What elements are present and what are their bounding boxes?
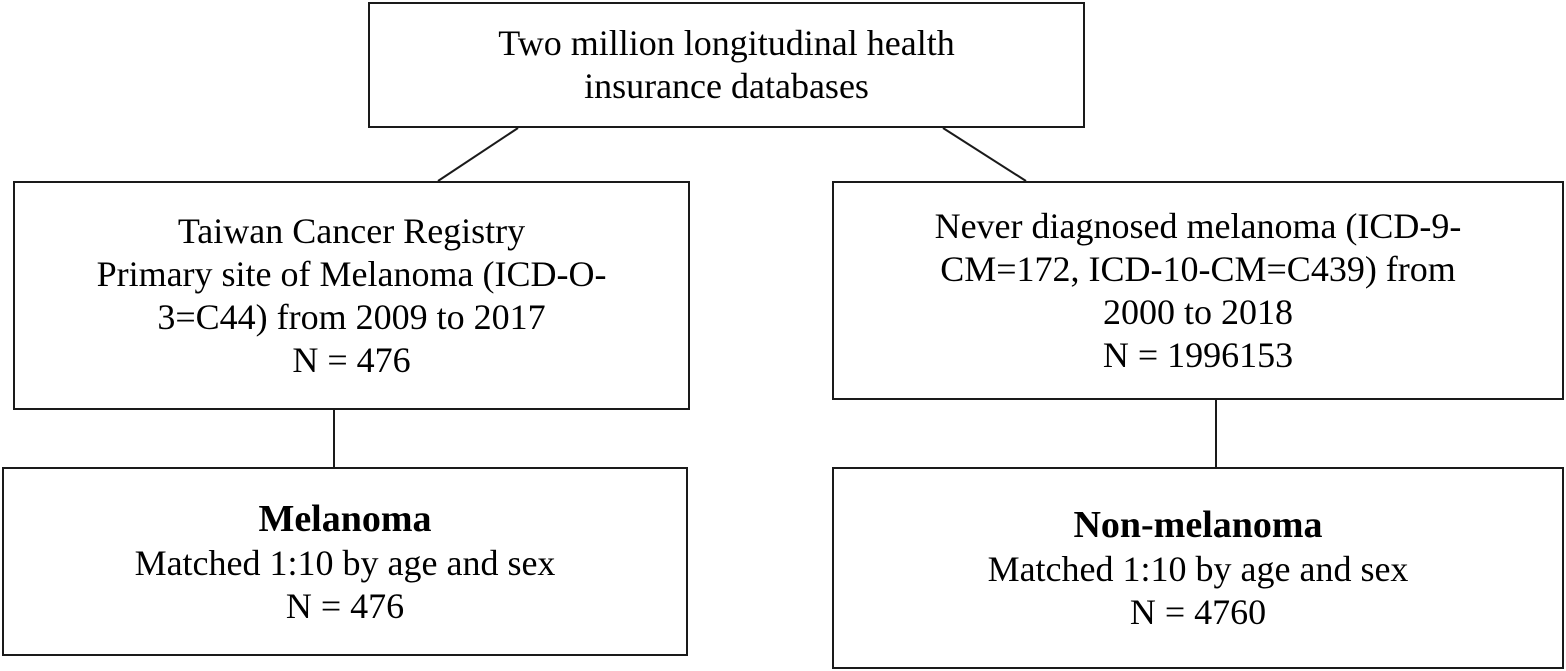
never-line-1: Never diagnosed melanoma (ICD-9-	[934, 205, 1462, 246]
non-melanoma-group-box	[832, 467, 1564, 669]
never-count: N = 1996153	[1102, 334, 1294, 375]
melanoma-title: Melanoma	[258, 497, 432, 540]
source-database-box	[368, 2, 1085, 128]
cancer-registry-box	[13, 181, 690, 410]
never-line-3: 2000 to 2018	[1102, 291, 1293, 332]
source-line-2: insurance databases	[584, 66, 869, 106]
registry-line-1: Taiwan Cancer Registry	[177, 210, 526, 251]
never-line-2: CM=172, ICD-10-CM=C439) from	[940, 248, 1456, 289]
connector-top-to-never	[943, 128, 1026, 181]
never-diagnosed-box	[832, 181, 1564, 400]
registry-count: N = 476	[292, 339, 411, 380]
melanoma-group-box	[2, 467, 688, 656]
source-line-1: Two million longitudinal health	[498, 23, 955, 63]
non-melanoma-matching: Matched 1:10 by age and sex	[987, 549, 1409, 589]
registry-line-2: Primary site of Melanoma (ICD-O-	[96, 253, 607, 294]
registry-line-3: 3=C44) from 2009 to 2017	[157, 296, 546, 337]
non-melanoma-title: Non-melanoma	[1073, 504, 1323, 546]
melanoma-count: N = 476	[285, 585, 405, 626]
melanoma-matching: Matched 1:10 by age and sex	[134, 542, 556, 583]
connector-top-to-registry	[438, 128, 518, 181]
non-melanoma-count: N = 4760	[1129, 592, 1267, 632]
